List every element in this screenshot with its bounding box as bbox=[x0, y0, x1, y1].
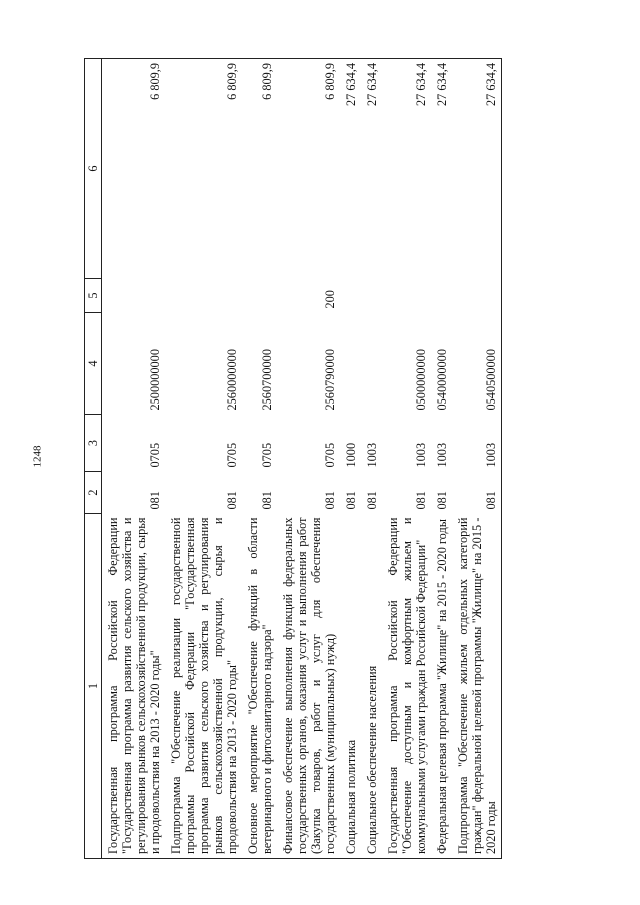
row-name: Социальное обеспечение населения bbox=[361, 514, 382, 859]
row-section-code: 1003 bbox=[452, 415, 502, 472]
row-name: Основное мероприятие "Обеспечение функций в области ветеринарного и фитосанитарного надзора" bbox=[242, 514, 277, 859]
row-section-code: 1003 bbox=[435, 442, 449, 468]
row-expense-type bbox=[431, 279, 452, 313]
row-ministry-code: 081 bbox=[148, 491, 162, 510]
row-amount: 6 809,9 bbox=[165, 59, 242, 279]
row-amount: 27 634,4 bbox=[452, 59, 502, 279]
row-ministry-code: 081 bbox=[225, 491, 239, 510]
row-target-code: 0540000000 bbox=[435, 349, 449, 411]
row-section-code: 1003 bbox=[414, 442, 428, 468]
row-target-code bbox=[361, 313, 382, 415]
table-row bbox=[382, 59, 431, 859]
page-number: 1248 bbox=[31, 445, 44, 467]
row-amount: 27 634,4 bbox=[361, 59, 382, 279]
row-ministry-code: 081 bbox=[323, 491, 337, 510]
row-expense-type bbox=[382, 279, 431, 313]
col-header-2: 2 bbox=[85, 472, 102, 514]
row-amount: 27 634,4 bbox=[431, 59, 452, 279]
col-header-3: 3 bbox=[85, 415, 102, 472]
table-row bbox=[431, 59, 452, 859]
col-header-1: 1 bbox=[85, 514, 102, 859]
row-section-code: 0705 bbox=[323, 442, 337, 468]
row-expense-type bbox=[165, 279, 242, 313]
row-target-code: 2560790000 bbox=[323, 349, 337, 411]
row-name: Подпрограмма "Обеспечение реализации государственной программы Российской Федерации "Государственная программа развития сельского хозяйства и регулирования рынков сельскохозяйственной продукции, сырья и продовольствия на 2013 - 2020 годы" bbox=[165, 514, 242, 859]
table-row bbox=[102, 59, 166, 859]
row-amount: 6 809,9 bbox=[242, 59, 277, 279]
row-ministry-code: 081 bbox=[435, 491, 449, 510]
row-amount: 6 809,9 bbox=[102, 59, 166, 279]
row-section-code: 0705 bbox=[148, 442, 162, 468]
row-name: Социальная политика bbox=[340, 514, 361, 859]
row-ministry-code: 081 bbox=[344, 491, 358, 510]
row-expense-type: 200 bbox=[323, 290, 337, 309]
row-target-code bbox=[340, 313, 361, 415]
row-section-code: 0705 bbox=[260, 442, 274, 468]
row-target-code: 2560000000 bbox=[225, 349, 239, 411]
row-target-code: 0500000000 bbox=[414, 349, 428, 411]
row-amount: 6 809,9 bbox=[277, 59, 340, 279]
row-section-code: 0705 bbox=[225, 442, 239, 468]
column-header-row bbox=[85, 59, 102, 859]
row-name: Федеральная целевая программа "Жилище" на 2015 - 2020 годы bbox=[431, 514, 452, 859]
row-name: Государственная программа Российской Федерации "Государственная программа развития сельского хозяйства и регулирования рынков сельскохозяйственной продукции, сырья и продовольствия на 2013 - 2020 годы" bbox=[102, 514, 166, 859]
table-row bbox=[361, 59, 382, 859]
row-expense-type bbox=[102, 279, 166, 313]
row-expense-type bbox=[242, 279, 277, 313]
col-header-4: 4 bbox=[85, 313, 102, 415]
col-header-5: 5 bbox=[85, 279, 102, 313]
row-ministry-code: 081 bbox=[365, 491, 379, 510]
rotated-page bbox=[84, 59, 584, 859]
row-target-code: 2560700000 bbox=[260, 349, 274, 411]
row-amount: 27 634,4 bbox=[340, 59, 361, 279]
row-section-code: 1000 bbox=[344, 442, 358, 468]
table-row bbox=[242, 59, 277, 859]
row-amount: 27 634,4 bbox=[382, 59, 431, 279]
row-name: Государственная программа Российской Федерации "Обеспечение доступным и комфортным жильем и коммунальными услугами граждан Российской Федерации" bbox=[382, 514, 431, 859]
table-row bbox=[452, 59, 502, 859]
row-target-code: 0540500000 bbox=[452, 313, 502, 415]
row-target-code: 2500000000 bbox=[148, 349, 162, 411]
row-name: Финансовое обеспечение выполнения функций федеральных государственных органов, оказания услуг и выполнения работ (Закупка товаров, работ и услуг для обеспечения государственных (муниципальных) нужд) bbox=[277, 514, 340, 859]
row-expense-type bbox=[361, 279, 382, 313]
row-ministry-code: 081 bbox=[414, 491, 428, 510]
row-ministry-code: 081 bbox=[452, 472, 502, 514]
table-row bbox=[277, 59, 340, 859]
col-header-6: 6 bbox=[85, 59, 102, 279]
row-expense-type bbox=[340, 279, 361, 313]
row-expense-type bbox=[452, 279, 502, 313]
row-ministry-code: 081 bbox=[260, 491, 274, 510]
table-row bbox=[340, 59, 361, 859]
row-name: Подпрограмма "Обеспечение жильем отдельных категорий граждан" федеральной целевой программы "Жилище" на 2015 - 2020 годы bbox=[452, 514, 502, 859]
budget-table bbox=[84, 58, 502, 859]
table-row bbox=[165, 59, 242, 859]
row-section-code: 1003 bbox=[365, 442, 379, 468]
